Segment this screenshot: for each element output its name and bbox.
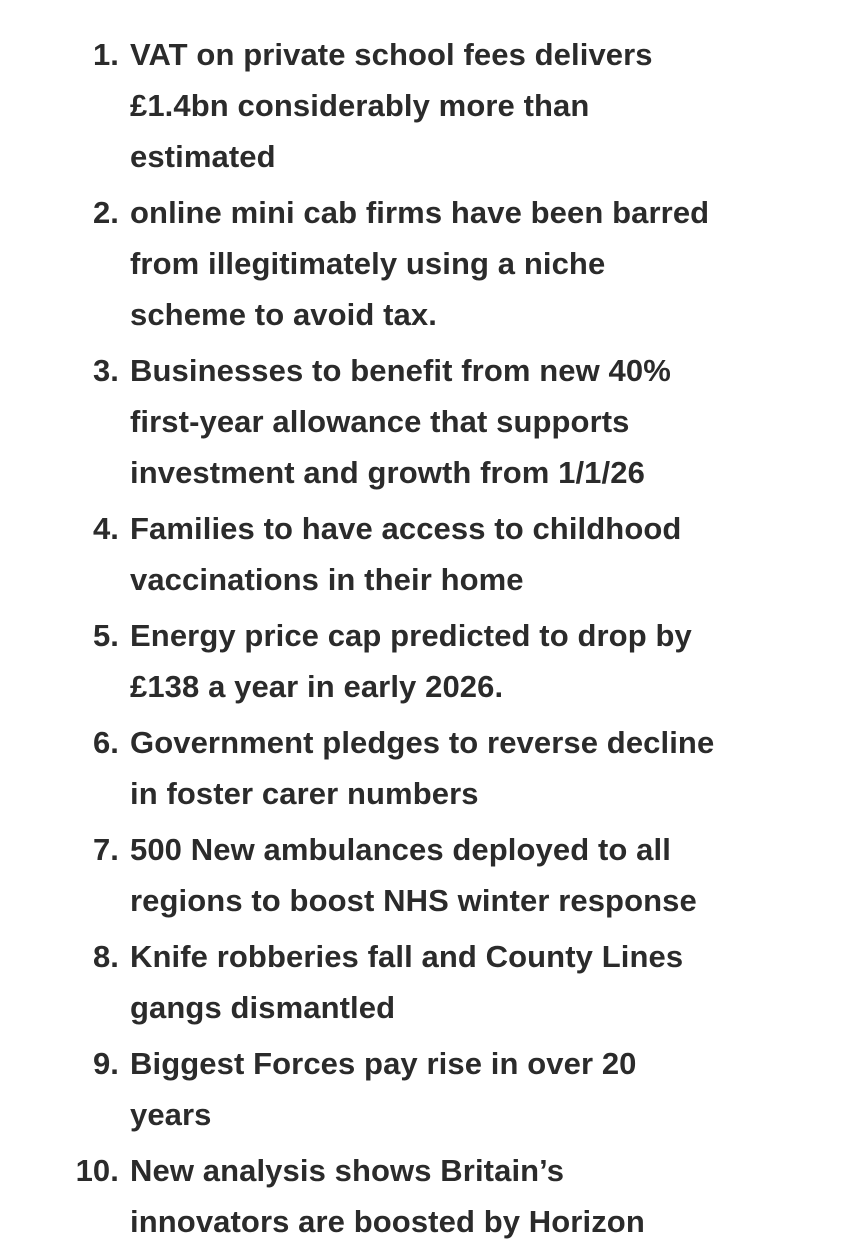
item-line: first-year allowance that supports (130, 404, 630, 439)
item-line: New analysis shows Britain’s (130, 1153, 565, 1188)
item-line: regions to boost NHS winter response (130, 883, 697, 918)
list-item-6 (0, 717, 847, 819)
item-line: Government pledges to reverse decline (130, 725, 715, 760)
item-number: 1. (92, 37, 119, 72)
list-item-2 (0, 187, 847, 340)
list-item-7 (0, 824, 847, 926)
item-line: £1.4bn considerably more than (130, 88, 590, 123)
item-number: 6. (92, 725, 119, 760)
list-item-1 (0, 29, 847, 182)
item-line: vaccinations in their home (130, 562, 524, 597)
item-text (130, 717, 820, 819)
item-number: 9. (92, 1046, 119, 1081)
item-line: Energy price cap predicted to drop by (130, 618, 692, 653)
list-item-3 (0, 345, 847, 498)
item-line: innovators are boosted by Horizon (130, 1204, 645, 1239)
item-text (130, 187, 820, 340)
item-line: gangs dismantled (130, 990, 396, 1025)
item-text (130, 29, 820, 182)
item-line: scheme to avoid tax. (130, 297, 437, 332)
item-number: 3. (92, 353, 119, 388)
item-text (130, 1038, 820, 1140)
item-line: from illegitimately using a niche (130, 246, 606, 281)
item-number: 8. (92, 939, 119, 974)
item-number: 2. (92, 195, 119, 230)
list-item-8 (0, 931, 847, 1033)
list-item-9 (0, 1038, 847, 1140)
item-line: Knife robberies fall and County Lines (130, 939, 684, 974)
item-line: investment and growth from 1/1/26 (130, 455, 645, 490)
item-text (130, 345, 820, 498)
item-number: 5. (92, 618, 119, 653)
item-text (130, 503, 820, 605)
item-number: 4. (92, 511, 119, 546)
item-number: 7. (92, 832, 119, 867)
list-item-10 (0, 1145, 847, 1247)
item-number: 10. (75, 1153, 119, 1188)
list-item-5 (0, 610, 847, 712)
item-line: Families to have access to childhood (130, 511, 682, 546)
item-line: VAT on private school fees delivers (130, 37, 653, 72)
item-line: online mini cab firms have been barred (130, 195, 710, 230)
item-line: 500 New ambulances deployed to all (130, 832, 671, 867)
numbered-news-list (0, 29, 847, 1252)
item-line: £138 a year in early 2026. (130, 669, 504, 704)
list-item-4 (0, 503, 847, 605)
item-text (130, 824, 820, 926)
item-line: estimated (130, 139, 276, 174)
item-text (130, 931, 820, 1033)
item-line: in foster carer numbers (130, 776, 479, 811)
item-line: Biggest Forces pay rise in over 20 (130, 1046, 637, 1081)
item-line: Businesses to benefit from new 40% (130, 353, 671, 388)
item-line: years (130, 1097, 212, 1132)
item-text (130, 610, 820, 712)
item-text (130, 1145, 820, 1247)
